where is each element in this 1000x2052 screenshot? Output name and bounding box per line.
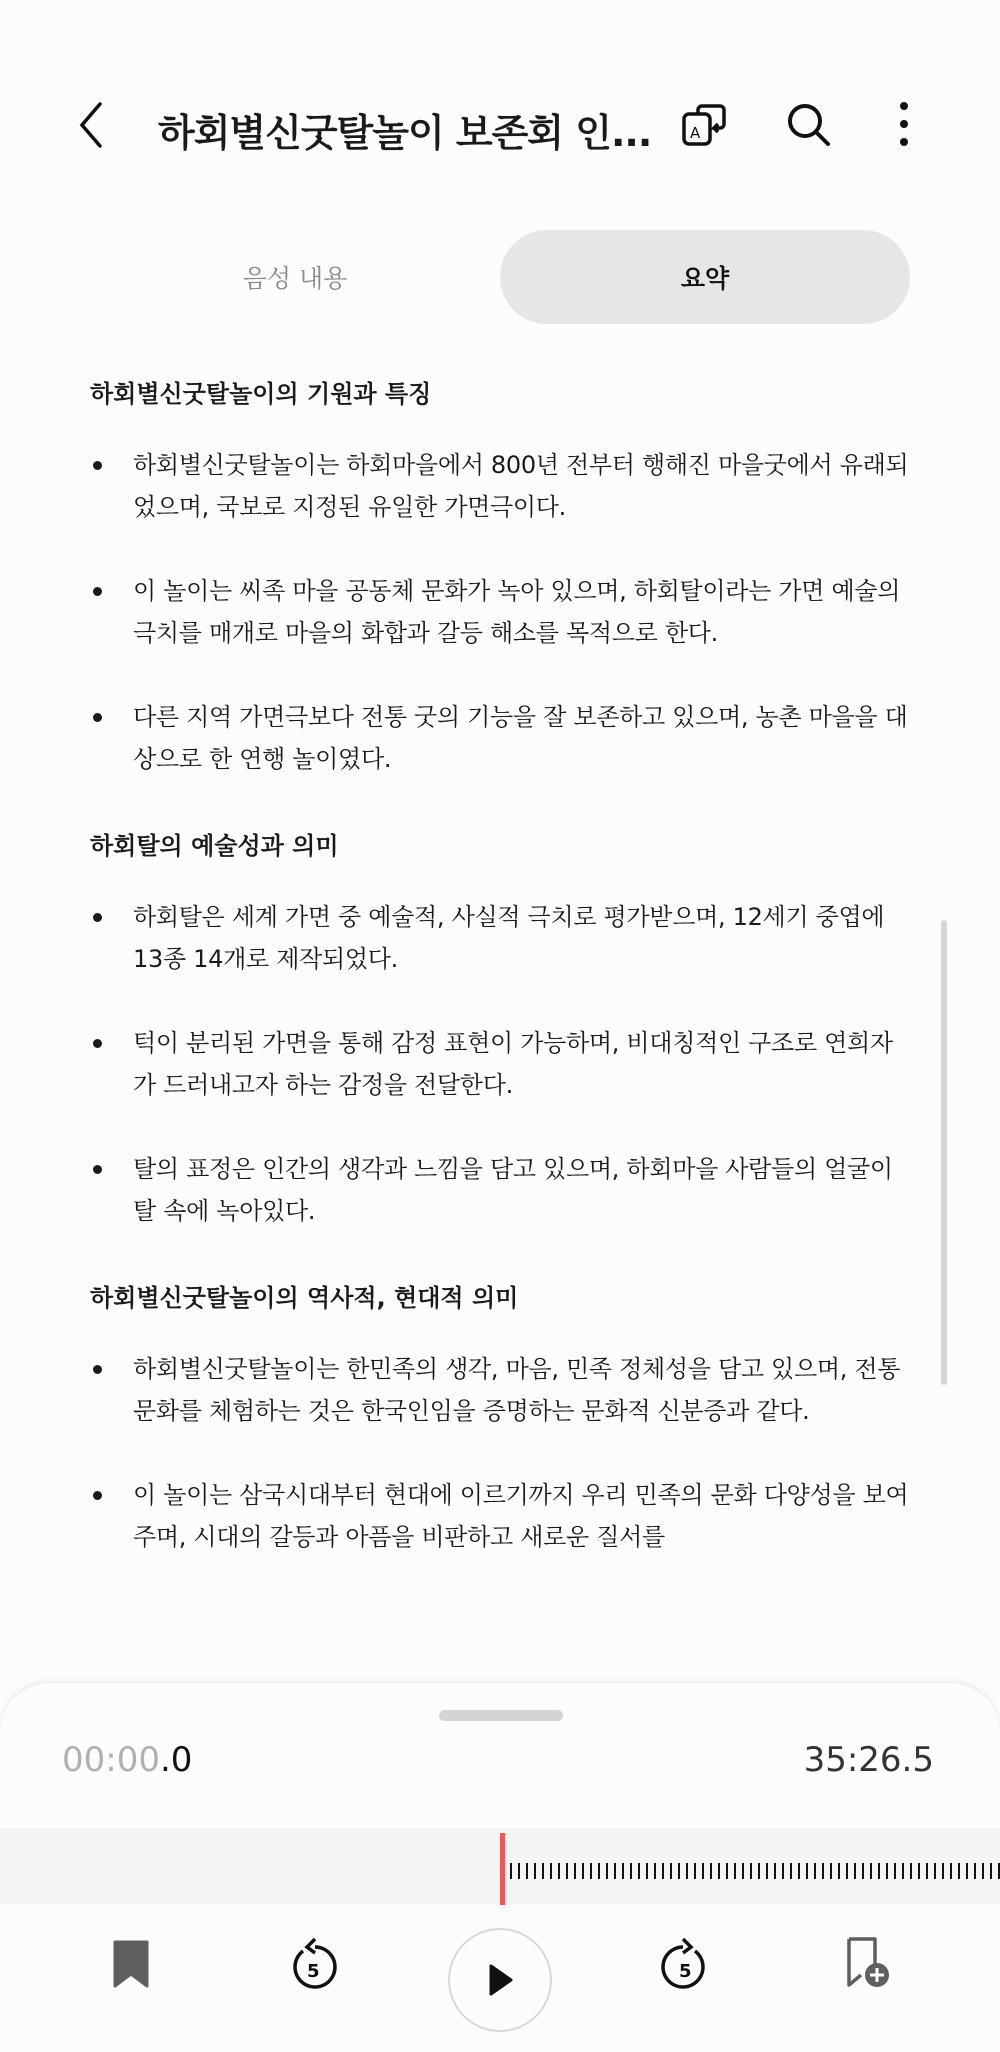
scrollbar[interactable]: [941, 920, 947, 1385]
play-icon: [485, 1963, 515, 1997]
player-panel: [0, 1683, 1000, 2052]
more-options-icon[interactable]: [878, 98, 932, 152]
app-bar: [0, 90, 1000, 160]
add-bookmark-icon: [843, 1935, 895, 1991]
svg-text:5: 5: [679, 1961, 692, 1982]
total-time: 35:26.5: [803, 1740, 934, 1780]
bullet-item: 하회별신굿탈놀이는 한민족의 생각, 마음, 민족 정체성을 담고 있으며, 전통 문화를 체험하는 것은 한국인임을 증명하는 문화적 신분증과 같다.: [133, 1348, 913, 1432]
bullet-item: 이 놀이는 씨족 마을 공동체 문화가 녹아 있으며, 하회탈이라는 가면 예술의 극치를 매개로 마을의 화합과 갈등 해소를 목적으로 한다.: [133, 570, 913, 654]
drag-handle[interactable]: [439, 1710, 563, 1721]
back-icon[interactable]: [72, 100, 112, 150]
section-heading: 하회별신굿탈놀이의 기원과 특징: [90, 380, 432, 408]
tab-transcript[interactable]: 음성 내용: [242, 264, 348, 293]
rewind-icon: [285, 1933, 341, 1993]
bullet-item: 다른 지역 가면극보다 전통 굿의 기능을 잘 보존하고 있으며, 농촌 마을을 대상으로 한 연행 놀이였다.: [133, 696, 913, 780]
rewind-5-button[interactable]: [278, 1928, 348, 1998]
bullet-item: 이 놀이는 삼국시대부터 현대에 이르기까지 우리 민족의 문화 다양성을 보여주며, 시대의 갈등과 아픔을 비판하고 새로운 질서를: [133, 1474, 913, 1558]
summary-section: [0, 370, 1000, 780]
forward-icon: [657, 1933, 713, 1993]
bullet-item: 하회별신굿탈놀이는 하회마을에서 800년 전부터 행해진 마을굿에서 유래되었으며, 국보로 지정된 유일한 가면극이다.: [133, 444, 913, 528]
bookmark-icon: [111, 1938, 151, 1988]
summary-section: [0, 822, 1000, 1232]
svg-text:5: 5: [307, 1961, 320, 1982]
current-time: 00:00.0: [62, 1740, 193, 1780]
play-button[interactable]: [448, 1928, 552, 2032]
playhead[interactable]: [500, 1833, 505, 1905]
section-heading: 하회별신굿탈놀이의 역사적, 현대적 의미: [90, 1284, 519, 1312]
forward-5-button[interactable]: [650, 1928, 720, 1998]
bullet-item: 하회탈은 세계 가면 중 예술적, 사실적 극치로 평가받으며, 12세기 중엽에 13종 14개로 제작되었다.: [133, 896, 913, 980]
search-icon[interactable]: [782, 98, 836, 152]
bookmarks-button[interactable]: [96, 1928, 166, 1998]
section-heading: 하회탈의 예술성과 의미: [90, 832, 339, 860]
page-title: 하회별신굿탈놀이 보존회 인...: [158, 111, 652, 155]
view-tabs: [90, 230, 910, 324]
waveform-ticks: [510, 1863, 1000, 1879]
translate-icon[interactable]: [678, 98, 732, 152]
bullet-item: 턱이 분리된 가면을 통해 감정 표현이 가능하며, 비대칭적인 구조로 연희자가 드러내고자 하는 감정을 전달한다.: [133, 1022, 913, 1106]
summary-content: [0, 370, 1000, 1600]
svg-text:A: A: [690, 124, 701, 142]
add-bookmark-button[interactable]: [834, 1928, 904, 1998]
tab-summary[interactable]: 요약: [500, 230, 910, 324]
bullet-item: 탈의 표정은 인간의 생각과 느낌을 담고 있으며, 하회마을 사람들의 얼굴이 탈 속에 녹아있다.: [133, 1148, 913, 1232]
summary-section: [0, 1274, 1000, 1558]
